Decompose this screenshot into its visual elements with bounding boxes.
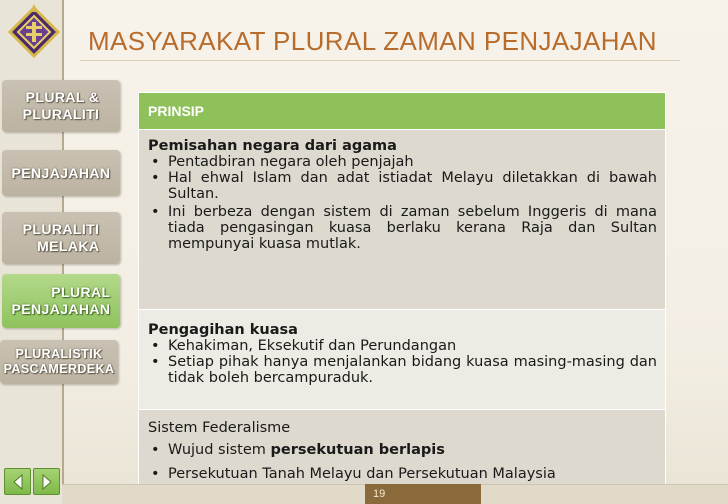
page-number: 19 <box>365 484 481 504</box>
tab-plural-penjajahan[interactable] <box>2 274 120 328</box>
tab-label: PLURALISTIK PASCAMERDEKA <box>3 347 115 376</box>
bullet-list <box>148 154 657 252</box>
row-title: Sistem Federalisme <box>148 420 291 436</box>
tab-penjajahan[interactable] <box>2 150 120 196</box>
bullet-list <box>148 338 657 386</box>
tab-pluralistik-pascamerdeka[interactable] <box>0 340 118 384</box>
list-item: • Pentadbiran negara oleh penjajah <box>148 154 657 170</box>
list-item: • Kehakiman, Eksekutif dan Perundangan <box>148 338 657 354</box>
list-item: • Ini berbeza dengan sistem di zaman sebelum Inggeris di mana tiada pengasingan kuasa berlaku kerana Raja dan Sultan mempunyai kuasa mutlak. <box>148 204 657 252</box>
title-divider <box>80 60 680 61</box>
prev-button[interactable] <box>4 468 31 495</box>
list-item: • Persekutuan Tanah Melayu dan Persekutuan Malaysia <box>148 462 657 486</box>
next-button[interactable] <box>33 468 60 495</box>
tab-label: PLURAL & PLURALITI <box>22 89 100 122</box>
tab-label: PLURAL PENJAJAHAN <box>11 284 111 317</box>
next-arrow-icon <box>39 474 55 490</box>
bullet-prefix: Wujud sistem <box>168 442 271 458</box>
row-title: Pengagihan kuasa <box>148 322 298 338</box>
list-item: • Setiap pihak hanya menjalankan bidang kuasa masing-masing dan tidak boleh bercampuraduk. <box>148 354 657 386</box>
tab-plural-pluraliti[interactable] <box>2 80 120 132</box>
table-header: PRINSIP <box>139 93 665 129</box>
bullet-list <box>148 438 657 486</box>
list-item: • Hal ehwal Islam dan adat istiadat Melayu diletakkan di bawah Sultan. <box>148 170 657 202</box>
principles-table <box>138 92 666 494</box>
table-row <box>139 129 665 309</box>
tab-pluraliti-melaka[interactable] <box>2 212 120 264</box>
tab-label: PLURALITI MELAKA <box>22 221 100 254</box>
table-row <box>139 309 665 409</box>
tab-label: PENJAJAHAN <box>11 164 111 181</box>
prev-arrow-icon <box>10 474 26 490</box>
list-item <box>148 438 657 462</box>
slide-title: MASYARAKAT PLURAL ZAMAN PENJAJAHAN <box>88 26 657 56</box>
university-logo-icon <box>6 2 62 64</box>
row-title: Pemisahan negara dari agama <box>148 138 397 154</box>
table-row <box>139 409 665 493</box>
bullet-emphasis: persekutuan berlapis <box>270 442 445 458</box>
